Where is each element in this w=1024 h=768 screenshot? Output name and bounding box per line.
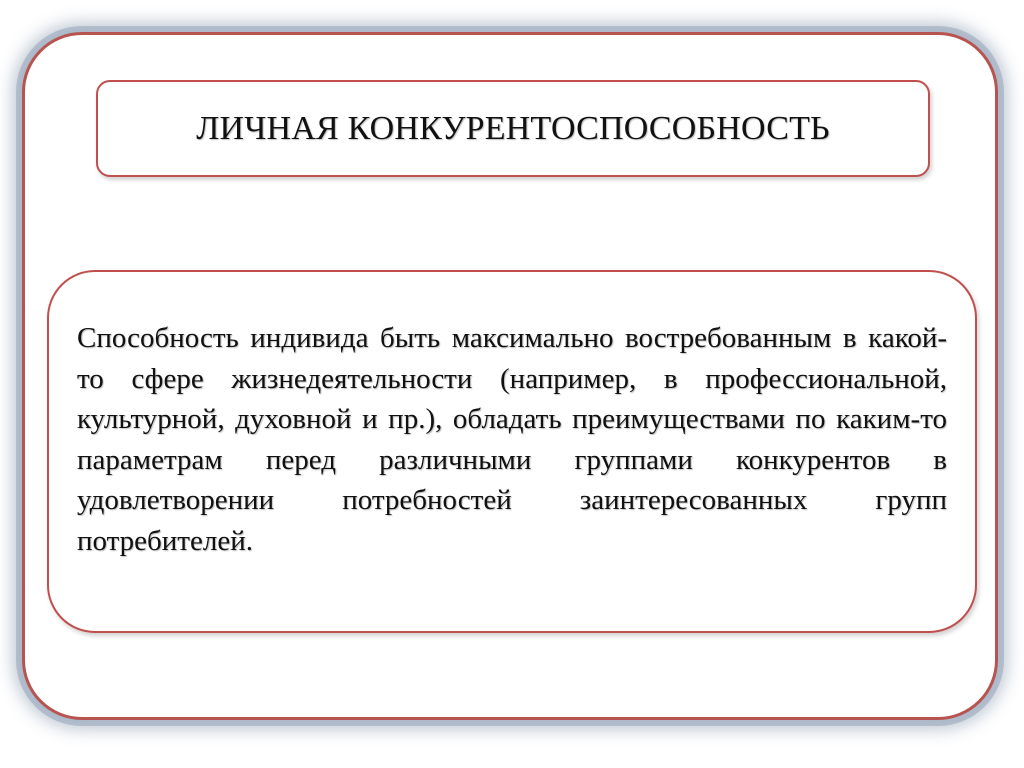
slide-title: ЛИЧНАЯ КОНКУРЕНТОСПОСОБНОСТЬ (196, 109, 830, 147)
definition-box (47, 270, 977, 633)
definition-text: Способность индивида быть максимально востребованным в какой-то сфере жизнедеятельности (например, в профессиональной, культурной, духовной и пр.), обладать преимуществами по каким-то параметрам перед различными группами конкурентов в удовлетворении потребностей заинтересованных групп потребителей. (77, 322, 947, 557)
title-box (96, 80, 930, 177)
